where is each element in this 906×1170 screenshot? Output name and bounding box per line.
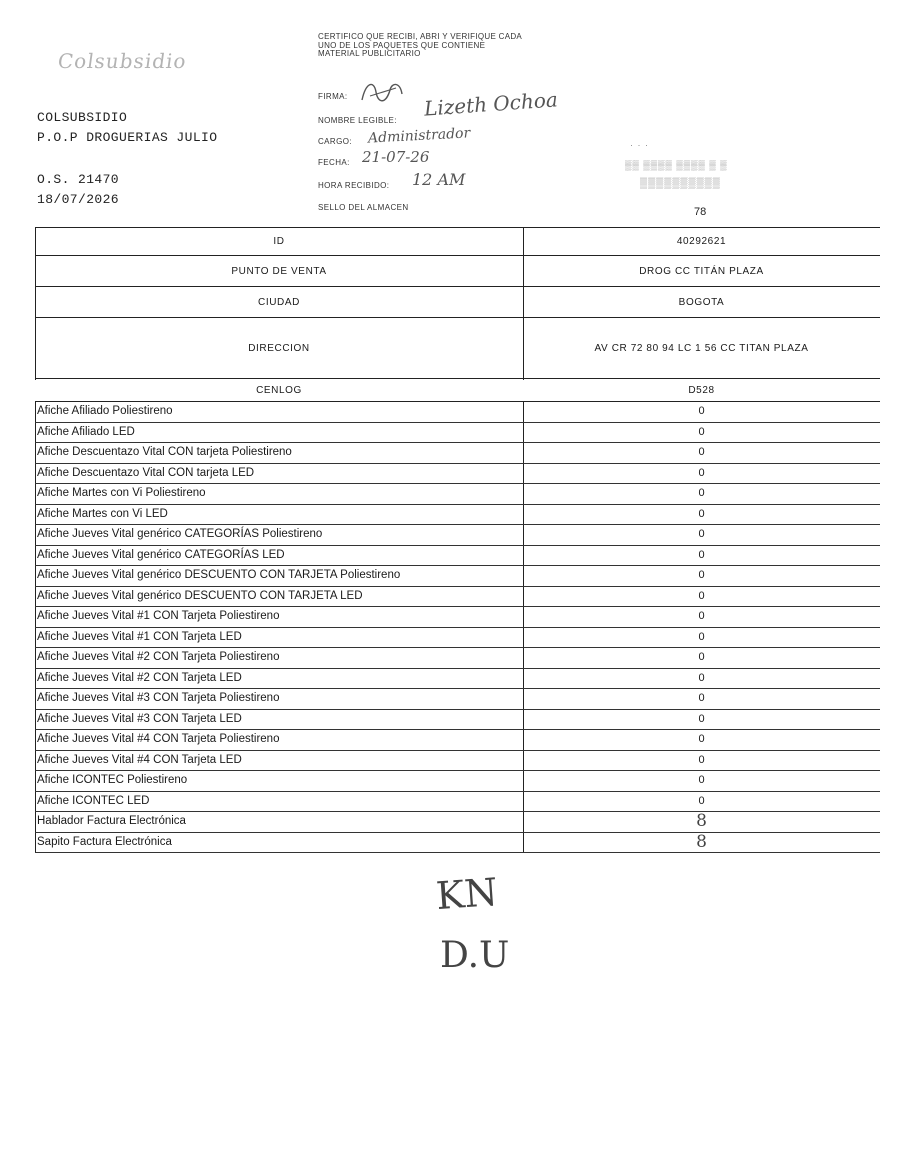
company-name: COLSUBSIDIO (37, 110, 128, 125)
item-name: Afiche Jueves Vital #2 CON Tarjeta Poliestireno (37, 651, 280, 663)
table-row (35, 627, 880, 649)
certificate-text: CERTIFICO QUE RECIBI, ABRI Y VERIFIQUE CADA UNO DE LOS PAQUETES QUE CONTIENE MATERIAL PUBLICITARIO (318, 32, 522, 58)
label-sello: SELLO DEL ALMACEN (318, 203, 409, 212)
table-row (35, 832, 880, 854)
item-quantity: 0 (698, 651, 705, 663)
label-cargo: CARGO: (318, 137, 352, 146)
item-name: Afiche Jueves Vital genérico DESCUENTO CON TARJETA Poliestireno (37, 569, 401, 581)
order-date: 18/07/2026 (37, 192, 120, 207)
info-row (35, 379, 880, 402)
store-stamp: · · · ▒▒ ▒▒▒▒ ▒▒▒▒ ▒ ▒ ▒▒▒▒▒▒▒▒▒▒ (625, 140, 728, 189)
info-label: PUNTO DE VENTA (231, 265, 327, 277)
label-firma: FIRMA: (318, 92, 348, 101)
item-quantity: 0 (698, 671, 705, 684)
item-quantity: 0 (698, 610, 705, 622)
info-label: CENLOG (256, 384, 302, 396)
item-name: Afiche Jueves Vital #3 CON Tarjeta LED (37, 712, 242, 725)
item-name: Afiche Jueves Vital genérico DESCUENTO CON TARJETA LED (37, 589, 363, 602)
info-value: 40292621 (676, 236, 727, 247)
table-row (35, 463, 880, 485)
item-quantity: 8 (696, 831, 707, 852)
order-number: O.S. 21470 (37, 172, 120, 187)
item-quantity: 0 (698, 630, 705, 643)
item-quantity: 0 (698, 528, 705, 540)
item-quantity: 0 (698, 446, 705, 458)
item-quantity: 0 (698, 507, 705, 520)
info-row (35, 318, 880, 379)
label-fecha: FECHA: (318, 158, 350, 167)
table-row (35, 545, 880, 567)
table-row (35, 791, 880, 813)
item-quantity: 0 (698, 692, 705, 704)
item-name: Afiche Jueves Vital #1 CON Tarjeta Poliestireno (37, 610, 280, 622)
table-row (35, 524, 880, 546)
table-row (35, 668, 880, 690)
table-row (35, 586, 880, 608)
info-value: D528 (688, 384, 715, 396)
table-row (35, 504, 880, 526)
table-row (35, 442, 880, 464)
item-quantity: 0 (698, 712, 705, 725)
info-row (35, 287, 880, 318)
handwritten-cargo: Administrador (367, 125, 471, 147)
label-hora: HORA RECIBIDO: (318, 181, 390, 190)
item-name: Afiche Jueves Vital #2 CON Tarjeta LED (37, 671, 242, 684)
item-quantity: 0 (698, 405, 705, 417)
table-row (35, 811, 880, 833)
table-row (35, 401, 880, 423)
info-value: BOGOTA (678, 296, 725, 308)
item-quantity: 0 (698, 753, 705, 766)
item-quantity: 8 (696, 811, 707, 831)
table-row (35, 729, 880, 751)
item-name: Afiche Jueves Vital #4 CON Tarjeta Poliestireno (37, 733, 280, 745)
table-row (35, 422, 880, 444)
item-name: Afiche Jueves Vital genérico CATEGORÍAS LED (37, 548, 285, 561)
item-name: Afiche Descuentazo Vital CON tarjeta Poliestireno (37, 446, 292, 458)
item-quantity: 0 (698, 774, 705, 786)
signature-mark (356, 78, 408, 108)
info-row (35, 256, 880, 287)
table-row (35, 565, 880, 587)
info-label: CIUDAD (258, 296, 300, 308)
table-row (35, 647, 880, 669)
item-quantity: 0 (698, 794, 705, 807)
item-quantity: 0 (698, 569, 705, 581)
item-name: Afiche Martes con Vi LED (37, 507, 168, 520)
project-name: P.O.P DROGUERIAS JULIO (37, 130, 218, 145)
info-value: AV CR 72 80 94 LC 1 56 CC TITAN PLAZA (594, 342, 809, 354)
item-quantity: 0 (698, 425, 705, 438)
annotation-initials: KN (434, 869, 500, 919)
item-name: Afiche Jueves Vital #1 CON Tarjeta LED (37, 630, 242, 643)
item-quantity: 0 (698, 466, 705, 479)
item-quantity: 0 (698, 487, 705, 499)
label-nombre: NOMBRE LEGIBLE: (318, 116, 397, 125)
table-row (35, 750, 880, 772)
item-name: Afiche Jueves Vital #4 CON Tarjeta LED (37, 753, 242, 766)
item-name: Afiche Descuentazo Vital CON tarjeta LED (37, 466, 255, 479)
item-name: Hablador Factura Electrónica (37, 815, 186, 827)
info-label: ID (273, 236, 285, 247)
handwritten-time: 12 AM (412, 170, 466, 189)
table-row (35, 688, 880, 710)
item-quantity: 0 (698, 548, 705, 561)
table-row (35, 483, 880, 505)
item-name: Afiche Jueves Vital #3 CON Tarjeta Poliestireno (37, 692, 280, 704)
item-name: Sapito Factura Electrónica (37, 835, 172, 848)
item-quantity: 0 (698, 733, 705, 745)
handwritten-name: Lizeth Ochoa (423, 87, 559, 121)
item-quantity: 0 (698, 589, 705, 602)
table-row (35, 709, 880, 731)
item-name: Afiche Martes con Vi Poliestireno (37, 487, 206, 499)
table-row (35, 606, 880, 628)
page-number: 78 (694, 206, 707, 218)
info-row (35, 228, 880, 256)
annotation-signature: D.U (440, 935, 510, 976)
item-name: Afiche Jueves Vital genérico CATEGORÍAS Poliestireno (37, 528, 323, 540)
item-name: Afiche Afiliado Poliestireno (37, 405, 173, 417)
handwritten-date: 21-07-26 (362, 148, 430, 166)
item-name: Afiche ICONTEC Poliestireno (37, 774, 188, 786)
info-label: DIRECCION (248, 342, 310, 354)
item-name: Afiche Afiliado LED (37, 425, 135, 438)
item-name: Afiche ICONTEC LED (37, 794, 150, 807)
company-logo: Colsubsidio (56, 49, 189, 73)
info-value: DROG CC TITÁN PLAZA (639, 265, 764, 277)
table-row (35, 770, 880, 792)
